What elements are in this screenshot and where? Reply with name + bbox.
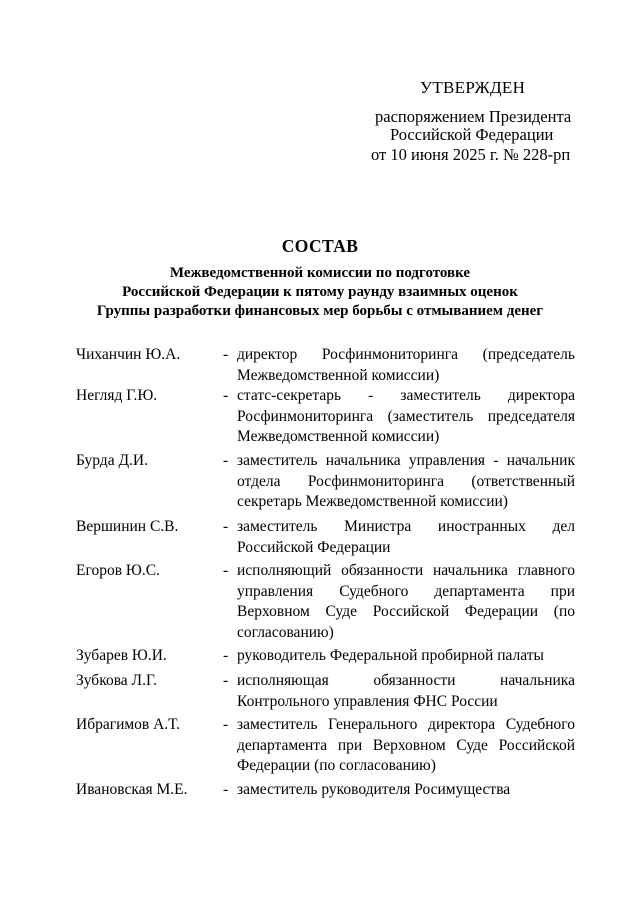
member-dash: -	[223, 452, 229, 469]
approval-line-3: от 10 июня 2025 г. № 228-рп	[371, 145, 571, 164]
member-role: исполняющая обязанности начальника Контрольного управления ФНС России	[237, 672, 575, 710]
member-dash: -	[223, 716, 229, 733]
member-dash: -	[223, 387, 229, 404]
member-name: Егоров Ю.С.	[76, 562, 160, 579]
member-name: Ибрагимов А.Т.	[76, 716, 180, 733]
member-role: директор Росфинмониторинга (председатель Межведомственной комиссии)	[237, 346, 575, 384]
subtitle-line-3: Группы разработки финансовых мер борьбы с отмыванием денег	[96, 303, 544, 319]
document-subtitle	[0, 264, 640, 321]
subtitle-line-1: Межведомственной комиссии по подготовке	[169, 265, 471, 281]
member-dash: -	[223, 781, 229, 798]
member-role: заместитель руководителя Росимущества	[237, 781, 511, 798]
member-dash: -	[223, 647, 229, 664]
member-role: заместитель Генерального директора Судебного департамента при Верховном Суде Российской Федерации (по согласованию)	[237, 716, 575, 774]
member-name: Вершинин С.В.	[76, 518, 179, 535]
member-name: Зубарев Ю.И.	[76, 647, 167, 664]
member-role: статс-секретарь - заместитель директора Росфинмониторинга (заместитель председателя Межведомственной комиссии)	[237, 387, 575, 445]
member-dash: -	[223, 672, 229, 689]
approval-line-1: распоряжением Президента	[375, 107, 572, 126]
member-dash: -	[223, 562, 229, 579]
member-name: Негляд Г.Ю.	[76, 387, 158, 404]
member-role: заместитель начальника управления - начальник отдела Росфинмониторинга (ответственный секретарь Межведомственной комиссии)	[237, 452, 575, 510]
member-dash: -	[223, 518, 229, 535]
document-title: СОСТАВ	[281, 236, 359, 256]
member-name: Чиханчин Ю.А.	[76, 346, 181, 363]
member-name: Ивановская М.Е.	[76, 781, 188, 798]
approval-line-2: Российской Федерации	[390, 125, 554, 144]
member-name: Зубкова Л.Г.	[76, 672, 158, 689]
member-role: исполняющий обязанности начальника главного управления Судебного департамента при Верховном Суде Российской Федерации (по согласованию)	[237, 562, 575, 641]
member-name: Бурда Д.И.	[76, 452, 148, 469]
approved-stamp: УТВЕРЖДЕН	[420, 78, 526, 97]
subtitle-line-2: Российской Федерации к пятому раунду взаимных оценок	[122, 284, 518, 300]
member-role: руководитель Федеральной пробирной палаты	[237, 647, 544, 664]
member-role: заместитель Министра иностранных дел Российской Федерации	[237, 518, 575, 556]
member-dash: -	[223, 346, 229, 363]
